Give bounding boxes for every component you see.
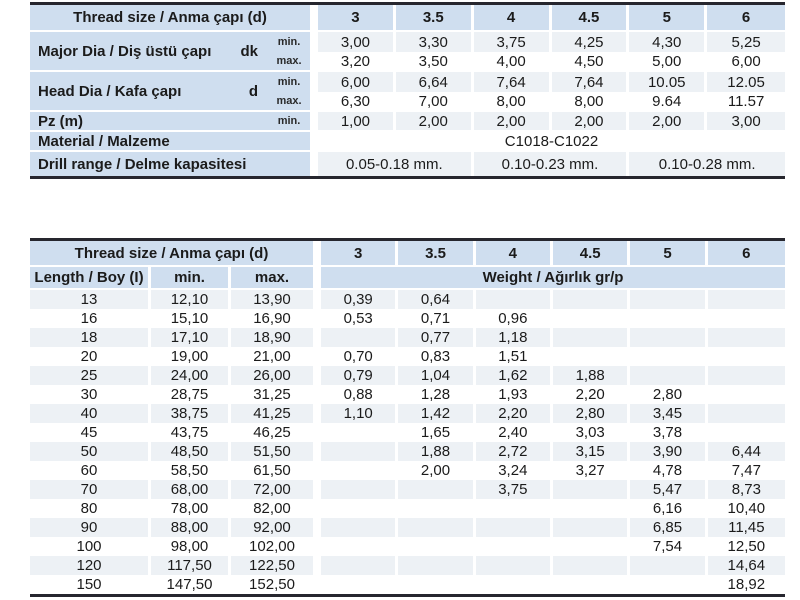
value-cell: 5,00 (629, 52, 707, 72)
value-cell: 7,64 (474, 72, 552, 92)
size-header: 6 (708, 241, 785, 267)
weight-cell (398, 480, 475, 499)
drill-range-value: 0.10-0.28 mm. (629, 152, 785, 176)
weight-cell: 7,47 (731, 462, 761, 479)
column-gap (313, 267, 321, 290)
length-cell: 16 (30, 309, 151, 328)
min-cell: 43,75 (151, 423, 231, 442)
column-gap (313, 499, 321, 518)
column-gap (313, 556, 321, 575)
weight-cell (321, 537, 398, 556)
weight-cell: 3,90 (630, 442, 707, 461)
weight-cell (630, 366, 707, 385)
row-label-text: Head Dia / Kafa çapı (38, 83, 182, 99)
size-header: 3 (321, 241, 398, 267)
weight-cell (708, 309, 785, 328)
weight-cell (321, 461, 398, 480)
value-cell: 9.64 (629, 92, 707, 112)
value-cell: 2,00 (552, 112, 630, 132)
weight-cell (553, 347, 630, 366)
row-label-major-dia (30, 32, 268, 72)
column-gap (310, 92, 318, 112)
weight-cell: 3,45 (630, 404, 707, 423)
weight-cell (708, 366, 785, 385)
column-gap (310, 32, 318, 52)
weight-cell: 7,54 (630, 537, 707, 556)
value-cell: 2,00 (629, 112, 707, 132)
length-cell: 20 (30, 347, 151, 366)
column-gap (313, 347, 321, 366)
weight-cell: 3,24 (476, 461, 553, 480)
column-gap (313, 461, 321, 480)
weight-cell: 0,77 (398, 328, 475, 347)
min-cell: 12,10 (151, 290, 231, 309)
weight-cell (553, 480, 630, 499)
spec-table (30, 2, 785, 179)
max-cell: 26,00 (231, 366, 313, 385)
weight-cell (630, 556, 707, 575)
weight-cell (321, 480, 398, 499)
length-cell: 40 (30, 404, 151, 423)
symbol-dk: dk (240, 42, 258, 60)
length-cell: 100 (30, 537, 151, 556)
weight-cell (398, 518, 475, 537)
min-cell: 117,50 (151, 556, 231, 575)
weight-cell: 1,93 (476, 385, 553, 404)
length-cell: 45 (30, 423, 151, 442)
row-label-text: Material / Malzeme (38, 133, 170, 149)
max-cell: 122,50 (231, 556, 313, 575)
weight-cell (553, 575, 630, 594)
size-header: 5 (629, 5, 707, 32)
column-gap (313, 385, 321, 404)
column-gap (313, 290, 321, 309)
max-cell: 61,50 (253, 462, 291, 479)
weight-cell: 1,42 (398, 404, 475, 423)
min-cell: 17,10 (151, 328, 231, 347)
weight-cell: 11,45 (708, 518, 785, 537)
value-cell: 8,00 (552, 92, 630, 112)
weight-cell (476, 575, 553, 594)
length-cell: 60 (30, 461, 151, 480)
column-gap (310, 112, 318, 132)
column-gap (310, 72, 318, 92)
column-gap (313, 241, 321, 267)
weight-cell (630, 309, 707, 328)
length-weight-table (30, 238, 785, 597)
min-cell: 88,00 (151, 518, 231, 537)
column-gap (313, 328, 321, 347)
weight-cell: 0,39 (321, 290, 398, 309)
value-cell: 4,25 (552, 32, 630, 52)
weight-cell: 3,27 (553, 461, 630, 480)
weight-cell: 2,40 (476, 423, 553, 442)
weight-cell (553, 556, 630, 575)
weight-cell (476, 290, 553, 309)
weight-cell (708, 347, 785, 366)
value-cell: 2,00 (396, 112, 474, 132)
weight-cell: 1,51 (476, 347, 553, 366)
max-cell: 13,90 (231, 290, 313, 309)
material-value: C1018-C1022 (318, 132, 785, 152)
weight-cell (708, 423, 785, 442)
weight-cell: 3,15 (553, 442, 630, 461)
weight-cell: 0,70 (321, 347, 398, 366)
column-gap (310, 152, 318, 176)
weight-cell: 0,83 (398, 347, 475, 366)
min-cell: 48,50 (151, 442, 231, 461)
size-header: 4 (474, 5, 552, 32)
length-cell: 50 (30, 442, 151, 461)
size-header: 3.5 (396, 5, 474, 32)
value-cell: 6,30 (318, 92, 396, 112)
size-header: 6 (707, 5, 785, 32)
symbol-d: d (248, 82, 258, 100)
weight-cell: 12,50 (727, 538, 766, 555)
weight-cell (630, 575, 707, 594)
column-gap (310, 52, 318, 72)
weight-cell: 1,04 (398, 366, 475, 385)
weight-cell: 1,88 (398, 442, 475, 461)
weight-cell: 6,44 (708, 442, 785, 461)
min-sublabel: min. (268, 112, 310, 132)
length-cell: 30 (30, 385, 151, 404)
weight-cell: 0,53 (321, 309, 398, 328)
min-cell: 24,00 (151, 366, 231, 385)
weight-cell: 0,64 (398, 290, 475, 309)
row-label-material (30, 132, 310, 152)
weight-cell (553, 328, 630, 347)
weight-cell (321, 575, 398, 594)
weight-cell (476, 556, 553, 575)
value-cell: 7,00 (396, 92, 474, 112)
weight-cell: 0,79 (321, 366, 398, 385)
weight-cell: 3,75 (476, 480, 553, 499)
row-label-drill-range (30, 152, 310, 176)
weight-cell (321, 442, 398, 461)
value-cell: 4,00 (474, 52, 552, 72)
max-column-header: max. (231, 267, 313, 290)
column-gap (313, 442, 321, 461)
length-cell: 80 (30, 499, 151, 518)
drill-range-value: 0.05-0.18 mm. (318, 152, 474, 176)
max-sublabel: max. (268, 92, 310, 112)
value-cell: 3,00 (707, 112, 785, 132)
weight-cell: 1,10 (321, 404, 398, 423)
column-gap (313, 404, 321, 423)
weight-cell (630, 290, 707, 309)
weight-cell: 1,62 (476, 366, 553, 385)
length-table-title: Thread size / Anma çapı (d) (30, 241, 313, 267)
weight-cell (553, 518, 630, 537)
weight-cell (321, 328, 398, 347)
weight-cell (321, 499, 398, 518)
max-cell: 51,50 (231, 442, 313, 461)
weight-cell (708, 385, 785, 404)
value-cell: 3,00 (318, 32, 396, 52)
weight-cell (321, 518, 398, 537)
weight-cell (708, 290, 785, 309)
value-cell: 3,20 (318, 52, 396, 72)
min-cell: 38,75 (151, 404, 231, 423)
value-cell: 6,64 (396, 72, 474, 92)
max-cell: 82,00 (253, 500, 291, 517)
weight-cell (553, 309, 630, 328)
weight-cell: 6,16 (630, 499, 707, 518)
max-cell: 46,25 (253, 424, 291, 441)
value-cell: 12.05 (707, 72, 785, 92)
weight-cell: 1,28 (398, 385, 475, 404)
weight-cell: 0,96 (476, 309, 553, 328)
length-cell: 120 (30, 556, 151, 575)
weight-cell: 3,03 (553, 423, 630, 442)
length-cell: 18 (30, 328, 151, 347)
size-header: 3.5 (398, 241, 475, 267)
weight-cell: 2,00 (398, 461, 475, 480)
row-label-pz (30, 112, 268, 132)
value-cell: 8,00 (474, 92, 552, 112)
size-header: 4 (476, 241, 553, 267)
weight-cell (398, 499, 475, 518)
weight-column-header: Weight / Ağırlık gr/p (321, 267, 785, 290)
max-cell: 152,50 (249, 576, 295, 593)
size-header: 4.5 (552, 5, 630, 32)
length-cell: 150 (30, 575, 151, 594)
value-cell: 6,00 (707, 52, 785, 72)
column-gap (313, 575, 321, 594)
row-label-head-dia (30, 72, 268, 112)
max-cell: 41,25 (231, 404, 313, 423)
size-header: 3 (318, 5, 396, 32)
value-cell: 4,50 (552, 52, 630, 72)
column-gap (313, 518, 321, 537)
weight-cell: 0,71 (398, 309, 475, 328)
length-column-header: Length / Boy (I) (30, 267, 151, 290)
size-header: 4.5 (553, 241, 630, 267)
column-gap (313, 366, 321, 385)
max-cell: 72,00 (231, 480, 313, 499)
weight-cell (708, 328, 785, 347)
min-cell: 78,00 (151, 499, 231, 518)
weight-cell (630, 328, 707, 347)
column-gap (313, 537, 321, 556)
weight-cell: 6,85 (630, 518, 707, 537)
column-gap (313, 423, 321, 442)
drill-range-value: 0.10-0.23 mm. (474, 152, 630, 176)
value-cell: 2,00 (474, 112, 552, 132)
column-gap (313, 309, 321, 328)
max-cell: 31,25 (253, 386, 291, 403)
weight-cell: 2,80 (630, 385, 707, 404)
weight-cell (398, 537, 475, 556)
weight-cell (321, 556, 398, 575)
min-cell: 28,75 (151, 385, 231, 404)
row-label-text: Pz (m) (38, 113, 83, 129)
spec-table-title: Thread size / Anma çapı (d) (30, 5, 310, 32)
value-cell: 3,75 (474, 32, 552, 52)
weight-cell: 8,73 (708, 480, 785, 499)
value-cell: 4,30 (629, 32, 707, 52)
min-column-header: min. (151, 267, 231, 290)
weight-cell: 2,80 (553, 404, 630, 423)
length-cell: 70 (30, 480, 151, 499)
weight-cell: 0,88 (321, 385, 398, 404)
row-label-text: Major Dia / Diş üstü çapı (38, 43, 212, 59)
min-cell: 98,00 (151, 537, 231, 556)
weight-cell: 2,20 (476, 404, 553, 423)
weight-cell (398, 575, 475, 594)
min-sublabel: min. (268, 72, 310, 92)
weight-cell (398, 556, 475, 575)
weight-cell (630, 347, 707, 366)
min-cell: 68,00 (151, 480, 231, 499)
weight-cell: 2,72 (476, 442, 553, 461)
weight-cell (553, 537, 630, 556)
weight-cell: 4,78 (630, 461, 707, 480)
min-cell: 58,50 (151, 461, 231, 480)
weight-cell: 3,78 (630, 423, 707, 442)
column-gap (313, 480, 321, 499)
max-cell: 16,90 (253, 310, 291, 327)
column-gap (310, 132, 318, 152)
size-header: 5 (630, 241, 707, 267)
weight-cell (476, 518, 553, 537)
min-cell: 19,00 (151, 347, 231, 366)
value-cell: 11.57 (707, 92, 785, 112)
value-cell: 10.05 (629, 72, 707, 92)
weight-cell (476, 537, 553, 556)
min-cell: 15,10 (151, 309, 231, 328)
weight-cell: 5,47 (630, 480, 707, 499)
weight-cell: 1,65 (398, 423, 475, 442)
weight-cell (321, 423, 398, 442)
min-sublabel: min. (268, 32, 310, 52)
length-cell: 25 (30, 366, 151, 385)
value-cell: 6,00 (318, 72, 396, 92)
min-cell: 147,50 (151, 575, 231, 594)
weight-cell: 10,40 (727, 500, 766, 517)
weight-cell (553, 290, 630, 309)
weight-cell: 1,88 (553, 366, 630, 385)
row-label-text: Drill range / Delme kapasitesi (38, 156, 247, 172)
weight-cell (553, 499, 630, 518)
value-cell: 3,30 (396, 32, 474, 52)
value-cell: 7,64 (552, 72, 630, 92)
length-cell: 90 (30, 518, 151, 537)
column-gap (310, 5, 318, 32)
weight-cell: 18,92 (727, 576, 766, 593)
max-cell: 102,00 (249, 538, 295, 555)
weight-cell (708, 404, 785, 423)
max-sublabel: max. (268, 52, 310, 72)
weight-cell: 1,18 (476, 328, 553, 347)
value-cell: 3,50 (396, 52, 474, 72)
max-cell: 21,00 (253, 348, 291, 365)
value-cell: 1,00 (318, 112, 396, 132)
value-cell: 5,25 (707, 32, 785, 52)
length-cell: 13 (30, 290, 151, 309)
max-cell: 18,90 (231, 328, 313, 347)
weight-cell: 14,64 (708, 556, 785, 575)
max-cell: 92,00 (231, 518, 313, 537)
weight-cell: 2,20 (553, 385, 630, 404)
weight-cell (476, 499, 553, 518)
